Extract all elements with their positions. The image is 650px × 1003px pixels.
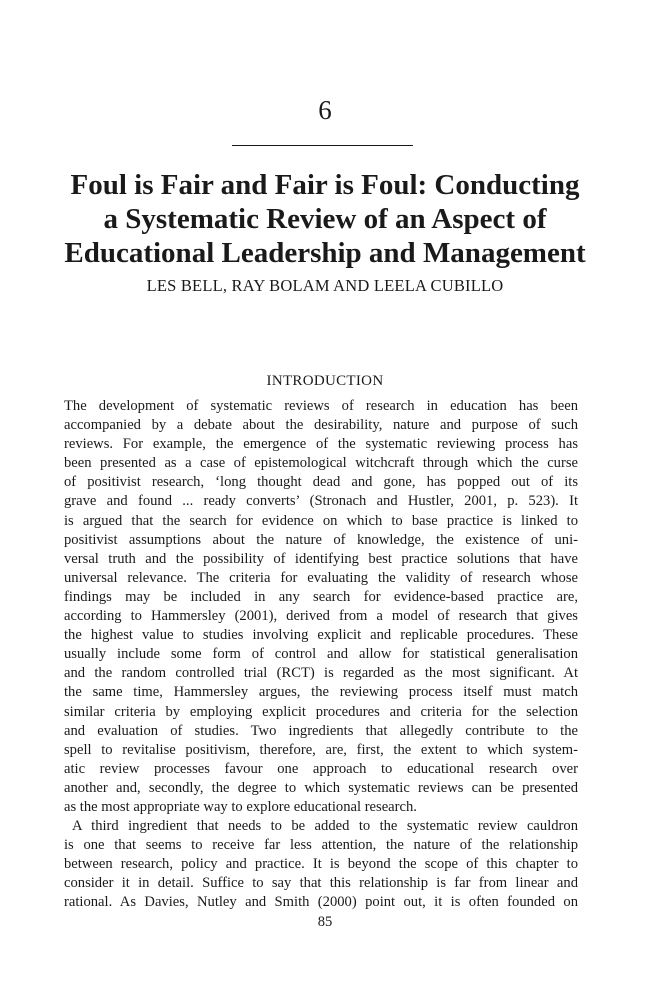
body-line: universal relevance. The criteria for evaluating the validity of research whose: [64, 569, 578, 586]
body-line: and the random controlled trial (RCT) is regarded as the most significant. At: [64, 665, 578, 682]
body-line: usually include some form of control and allow for statistical generalisation: [64, 646, 578, 663]
body-line: the highest value to studies involving explicit and replicable procedures. These: [64, 627, 578, 644]
body-line: another and, secondly, the degree to which systematic reviews can be presented: [64, 779, 578, 796]
chapter-rule: [232, 145, 413, 146]
body-line: consider it in detail. Suffice to say that this relationship is far from linear and: [64, 875, 578, 892]
chapter-title: [40, 168, 610, 270]
chapter-number: 6: [318, 95, 332, 125]
body-line: of positivist research, ‘long thought dead and gone, has popped out of its: [64, 474, 578, 491]
page-number: 85: [317, 914, 333, 930]
body-line: positivist assumptions about the nature of knowledge, the existence of uni-: [64, 531, 578, 548]
chapter-title-line: Educational Leadership and Management: [64, 237, 586, 269]
section-heading: INTRODUCTION: [266, 373, 384, 389]
body-line: accompanied by a debate about the desirability, nature and purpose of such: [64, 417, 578, 434]
body-line: been presented as a case of epistemological witchcraft through which the curse: [64, 455, 578, 472]
body-line: between research, policy and practice. It is beyond the scope of this chapter to: [64, 856, 578, 873]
chapter-title-line: a Systematic Review of an Aspect of: [103, 203, 547, 235]
body-text: [64, 397, 578, 913]
authors: LES BELL, RAY BOLAM AND LEELA CUBILLO: [146, 276, 504, 295]
body-line: according to Hammersley (2001), derived from a model of research that gives: [64, 608, 578, 625]
body-line: is argued that the search for evidence on which to base practice is linked to: [64, 512, 578, 529]
body-line: spell to revitalise positivism, therefore, are, first, the extent to which system-: [64, 741, 578, 758]
body-line: and evaluation of studies. Two ingredients that allegedly contribute to the: [64, 722, 578, 739]
body-line: rational. As Davies, Nutley and Smith (2000) point out, it is often founded on: [64, 894, 578, 911]
body-line: A third ingredient that needs to be added to the systematic review cauldron: [72, 818, 578, 835]
body-line: versal truth and the possibility of identifying best practice solutions that have: [64, 550, 578, 567]
body-line: similar criteria by employing explicit procedures and criteria for the selection: [64, 703, 578, 720]
body-line: atic review processes favour one approach to educational research over: [64, 760, 578, 777]
body-line: as the most appropriate way to explore educational research.: [64, 798, 417, 815]
body-line: is one that seems to receive far less attention, the nature of the relationship: [64, 837, 578, 854]
body-line: the same time, Hammersley argues, the reviewing process itself must match: [64, 684, 578, 701]
body-line: grave and found ... ready converts’ (Stronach and Hustler, 2001, p. 523). It: [64, 493, 578, 510]
body-line: reviews. For example, the emergence of the systematic reviewing process has: [64, 436, 578, 453]
chapter-title-line: Foul is Fair and Fair is Foul: Conducting: [70, 169, 580, 201]
body-line: The development of systematic reviews of research in education has been: [64, 398, 578, 414]
body-line: findings may be included in any search for evidence-based practice are,: [64, 588, 578, 605]
